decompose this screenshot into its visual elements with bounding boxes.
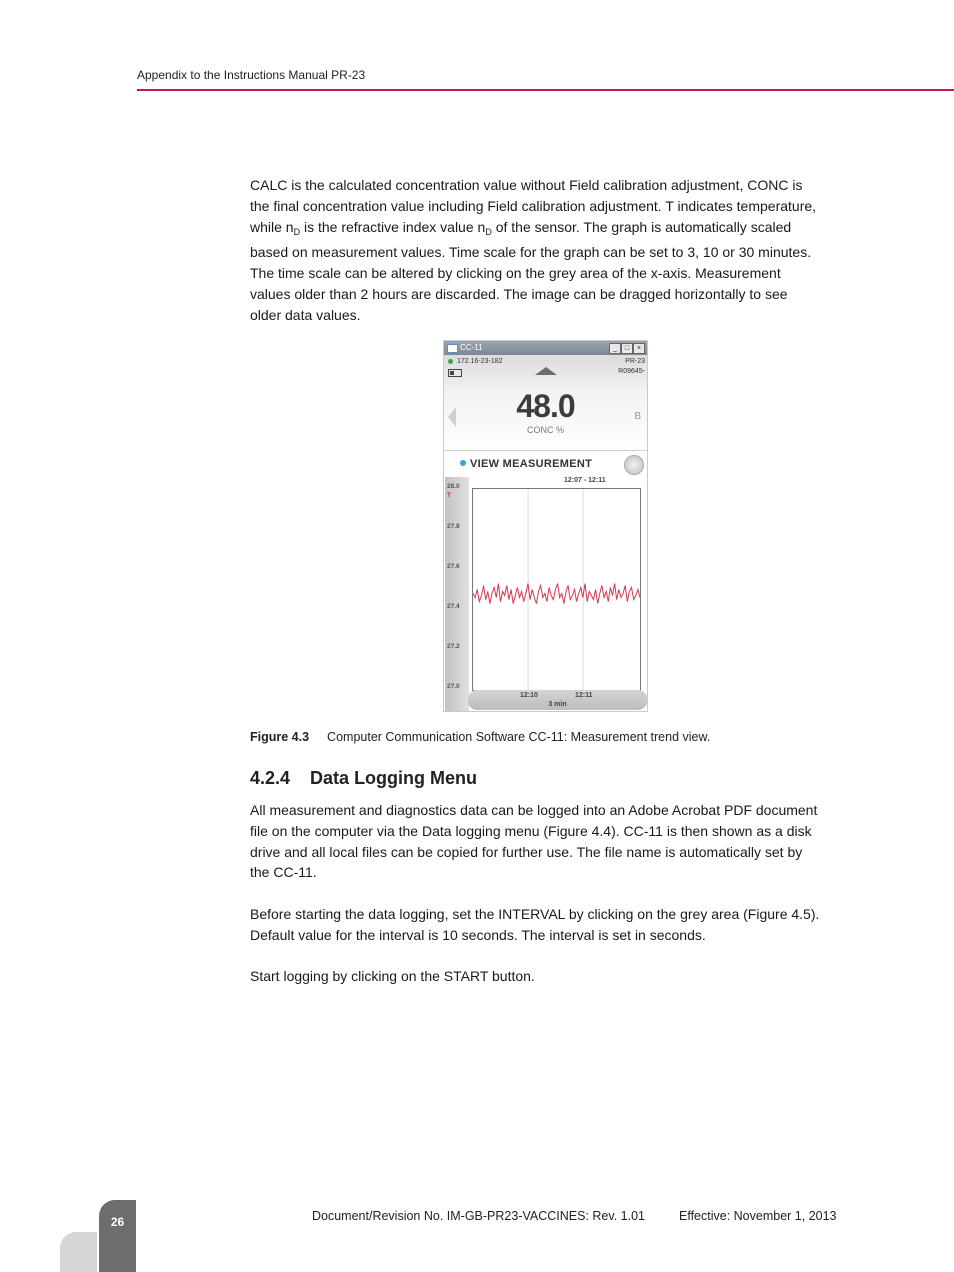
x-tick: 12:10 bbox=[520, 692, 538, 699]
intro-line: CALC is the calculated concentration value without Field calibration adjustment, CONC is bbox=[250, 177, 803, 193]
model-label: PR-23 bbox=[625, 358, 645, 365]
battery-icon bbox=[448, 369, 462, 377]
running-header: Appendix to the Instructions Manual PR-23 bbox=[137, 68, 366, 82]
intro-line: based on measurement values. Time scale for the graph can be set to 3, 10 or 30 minutes. bbox=[250, 244, 812, 261]
time-range: 12:07 - 12:11 bbox=[564, 477, 606, 484]
view-selector[interactable] bbox=[444, 451, 647, 477]
intro-text: of the sensor. The graph is automatically scaled bbox=[491, 218, 792, 235]
app-icon bbox=[447, 344, 458, 353]
device-id bbox=[618, 357, 645, 377]
trend-chart bbox=[473, 489, 640, 690]
intro-line: The time scale can be altered by clicking on the grey area of the x-axis. Measurement bbox=[250, 265, 781, 282]
close-icon[interactable]: × bbox=[633, 343, 645, 354]
body-line: the CC-11. bbox=[250, 864, 317, 881]
logging-paragraph-1 bbox=[250, 800, 842, 883]
y-tick: 27.6 bbox=[447, 563, 460, 570]
y-tick: 27.8 bbox=[447, 523, 460, 530]
y-tick: 28.0 bbox=[447, 483, 460, 490]
caption-label: Figure 4.3 bbox=[250, 730, 310, 744]
page-number-tab bbox=[99, 1200, 136, 1272]
view-label: VIEW MEASUREMENT bbox=[470, 458, 593, 470]
intro-line: older data values. bbox=[250, 306, 361, 323]
intro-text: is the refractive index value n bbox=[300, 218, 486, 235]
window-titlebar bbox=[444, 341, 647, 355]
intro-line: the final concentration value including Field calibration adjustment. T indicates temperature, bbox=[250, 197, 817, 214]
intro-paragraph bbox=[250, 175, 842, 326]
ip-address: 172.16-23-182 bbox=[457, 358, 503, 365]
page-number: 26 bbox=[110, 1215, 125, 1229]
section-number: 4.2.4 bbox=[250, 768, 291, 788]
connection-status-icon bbox=[448, 359, 453, 364]
section-title: Data Logging Menu bbox=[310, 768, 478, 788]
y-tick: 27.4 bbox=[447, 603, 460, 610]
minimize-icon[interactable]: _ bbox=[609, 343, 621, 354]
trend-series-line bbox=[473, 584, 640, 604]
measurement-panel bbox=[444, 355, 647, 453]
window-title: CC-11 bbox=[460, 343, 483, 352]
subscript: D bbox=[293, 226, 301, 237]
y-tick: 27.2 bbox=[447, 643, 460, 650]
intro-line: values older than 2 hours are discarded. The image can be dragged horizontally to see bbox=[250, 285, 788, 302]
body-line: Default value for the interval is 10 seconds. The interval is set in seconds. bbox=[250, 926, 706, 943]
figure-caption bbox=[250, 730, 710, 744]
bullet-icon bbox=[460, 460, 466, 466]
maximize-icon[interactable]: □ bbox=[621, 343, 633, 354]
intro-text: while n bbox=[250, 218, 294, 235]
y-tick: 27.0 bbox=[447, 683, 460, 690]
effective-date: Effective: November 1, 2013 bbox=[679, 1209, 837, 1223]
intro-line bbox=[250, 217, 842, 243]
body-line: drive and all local files can be copied for further use. The file name is automatically set by bbox=[250, 843, 803, 860]
cc11-screenshot bbox=[443, 340, 648, 712]
header-rule bbox=[137, 89, 954, 91]
document-revision: Document/Revision No. IM-GB-PR23-VACCINES: Rev. 1.01 bbox=[312, 1209, 645, 1223]
body-line: file on the computer via the Data logging menu (Figure 4.4). CC-11 is then shown as a disk bbox=[250, 822, 812, 839]
temperature-marker: T bbox=[447, 492, 451, 499]
channel-label: B bbox=[634, 411, 641, 422]
x-axis-bar[interactable] bbox=[468, 690, 647, 710]
x-tick: 12:11 bbox=[575, 692, 593, 699]
body-line: Start logging by clicking on the START button. bbox=[250, 968, 535, 984]
serial-label: R09645- bbox=[618, 368, 645, 375]
body-line: Before starting the data logging, set the INTERVAL by clicking on the grey area (Figure 4.5). bbox=[250, 906, 820, 922]
y-axis-bar[interactable] bbox=[445, 477, 469, 712]
body-line: All measurement and diagnostics data can be logged into an Adobe Acrobat PDF document bbox=[250, 802, 818, 818]
logging-paragraph-3 bbox=[250, 966, 842, 987]
up-arrow-icon[interactable] bbox=[535, 367, 557, 375]
time-scale-label[interactable]: 3 min bbox=[548, 701, 567, 708]
logging-paragraph-2 bbox=[250, 904, 842, 946]
main-value: 48.0 bbox=[516, 388, 575, 424]
view-toggle-button[interactable] bbox=[624, 455, 644, 475]
trend-plot[interactable] bbox=[472, 488, 641, 691]
value-unit: CONC % bbox=[526, 425, 564, 435]
footer-tab-decoration bbox=[60, 1232, 97, 1272]
caption-text: Computer Communication Software CC-11: Measurement trend view. bbox=[327, 730, 711, 744]
section-heading bbox=[250, 768, 477, 789]
subscript: D bbox=[485, 226, 492, 237]
